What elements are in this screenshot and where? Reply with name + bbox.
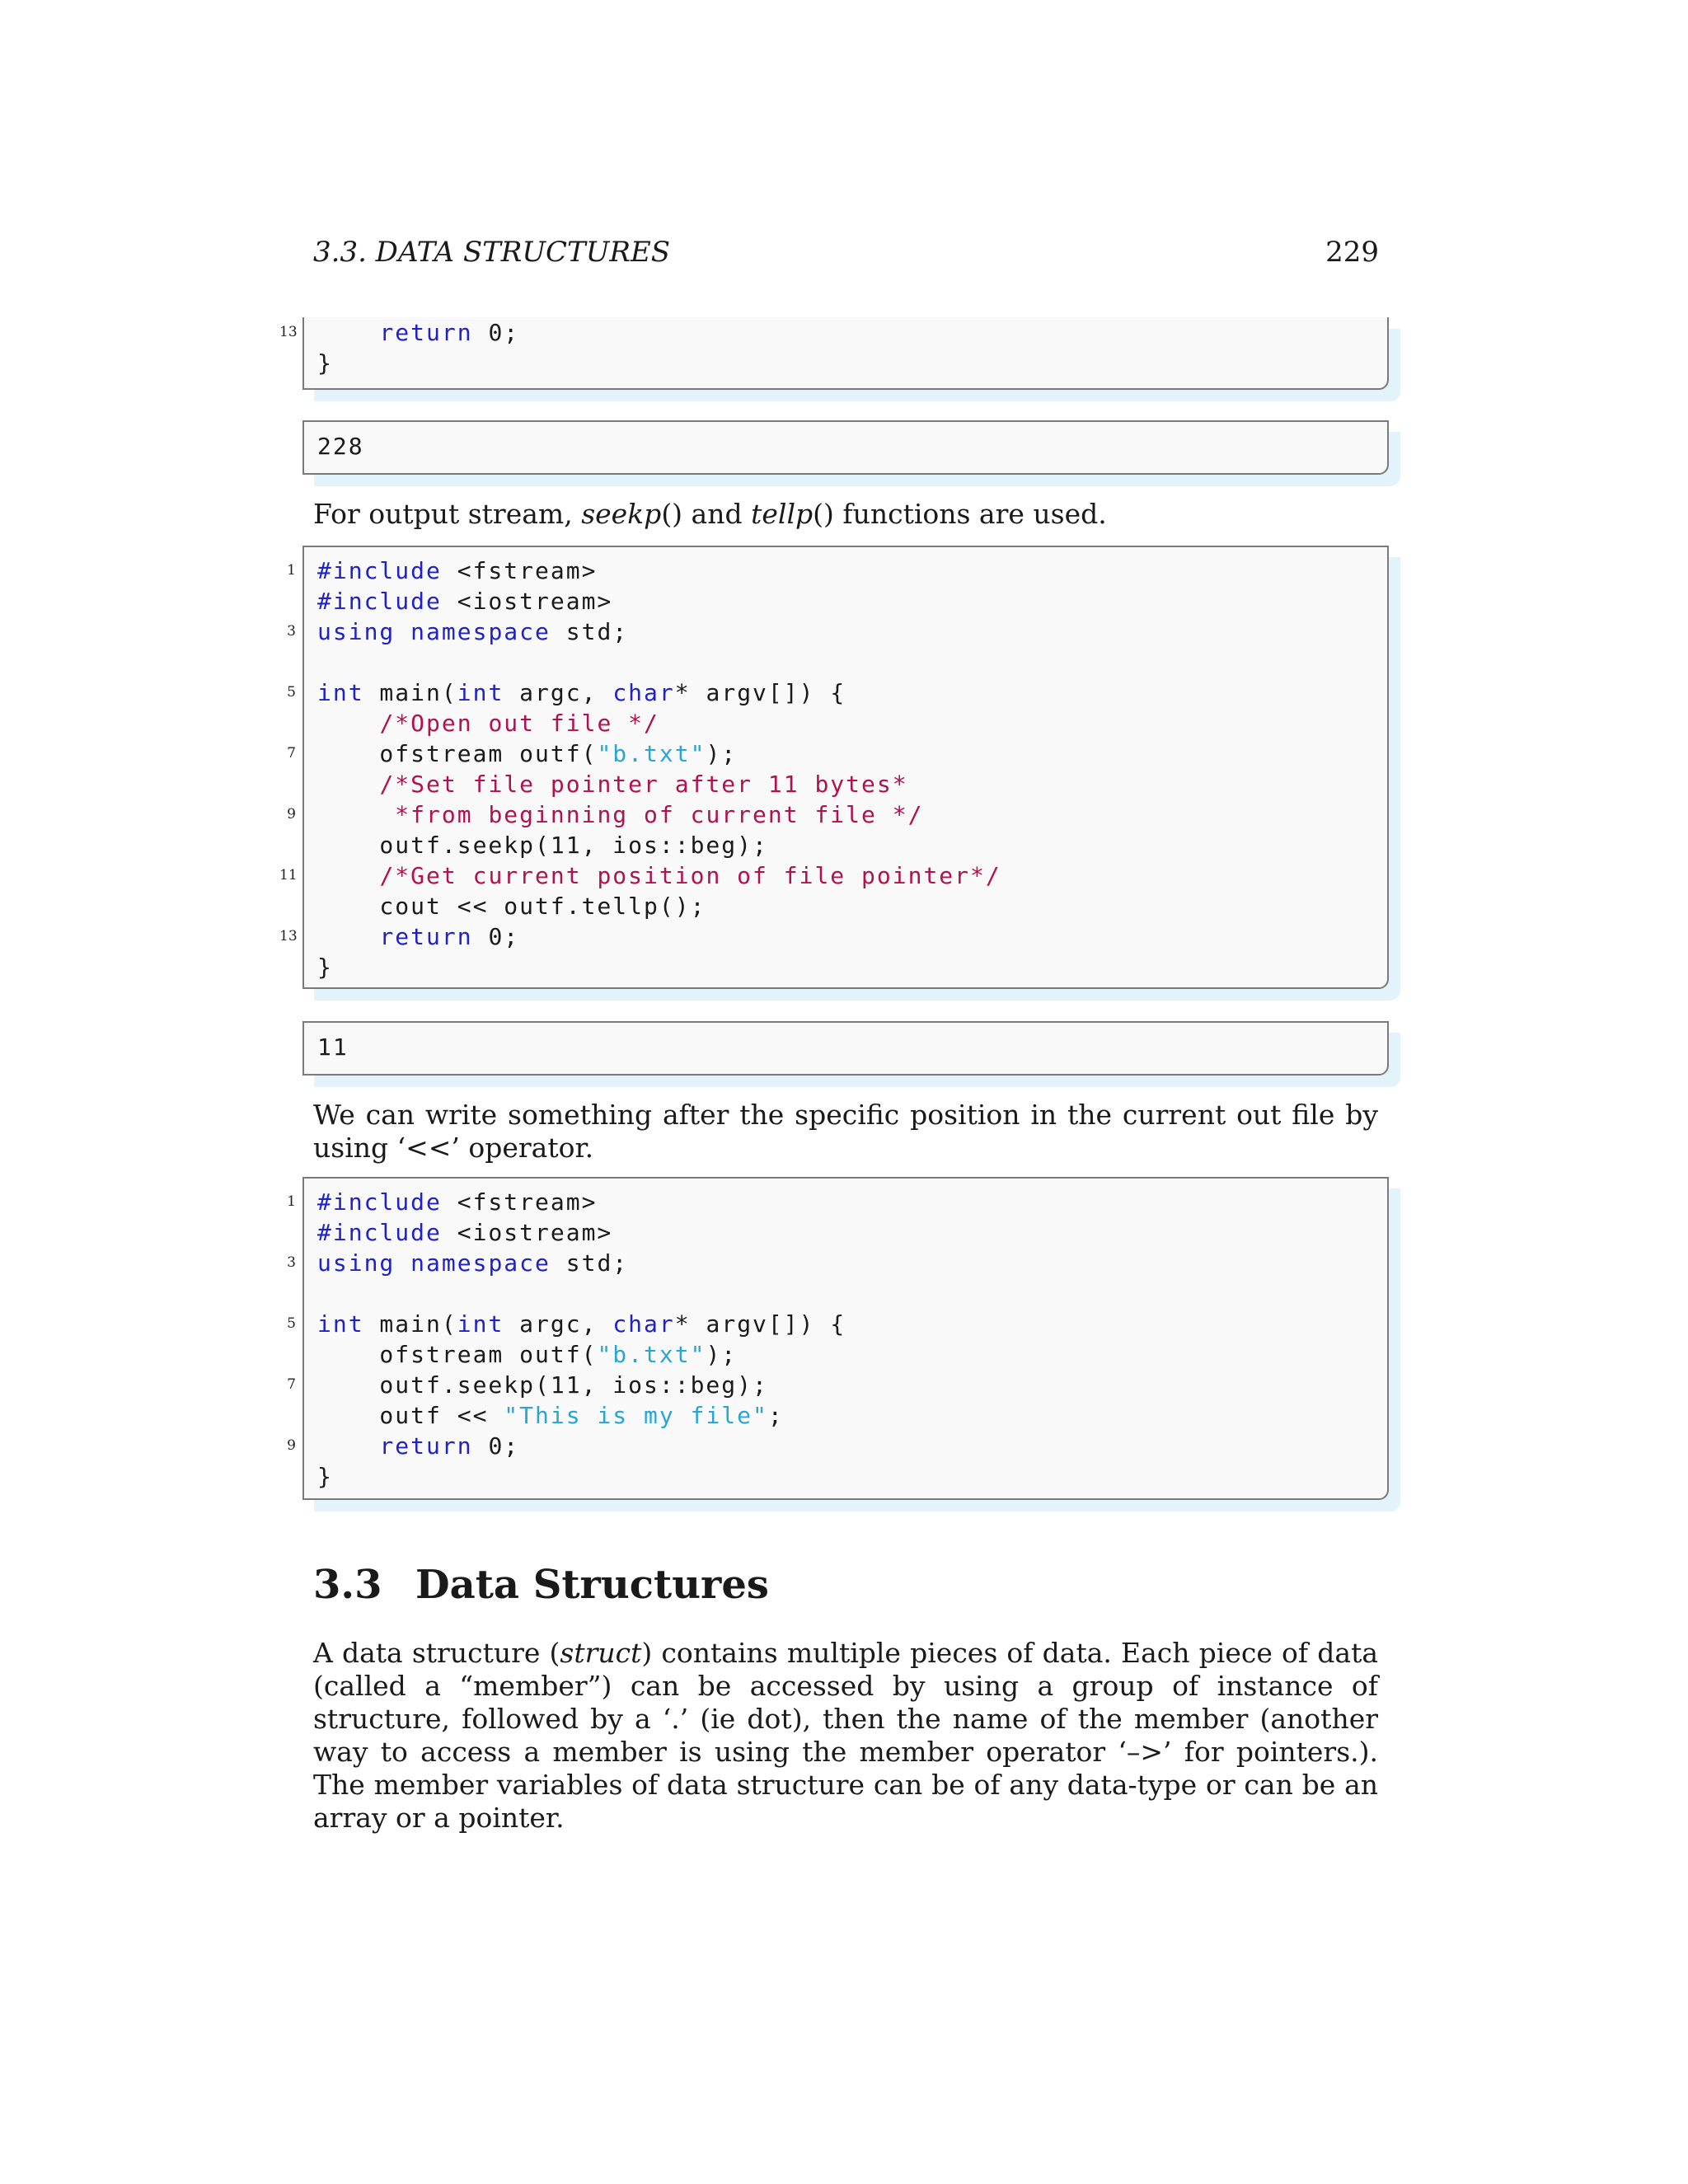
code-line bbox=[287, 555, 1387, 586]
code-text bbox=[317, 1432, 379, 1460]
code-line bbox=[304, 1278, 1387, 1309]
code-line bbox=[287, 1431, 1387, 1461]
code-comment: /*Get current position of file pointer*/ bbox=[379, 862, 1001, 889]
code-listing bbox=[287, 1179, 1387, 1492]
code-keyword: int bbox=[457, 679, 504, 706]
section-heading bbox=[313, 1562, 769, 1608]
code-text: cout << outf.tellp(); bbox=[317, 893, 706, 920]
code-line bbox=[287, 677, 1387, 708]
code-line bbox=[304, 830, 1387, 860]
code-line bbox=[304, 1400, 1387, 1431]
code-text: ; bbox=[767, 1402, 784, 1429]
code-line bbox=[304, 1217, 1387, 1248]
line-number: 7 bbox=[287, 1376, 296, 1393]
code-text: } bbox=[317, 1463, 333, 1490]
code-comment: /*Set file pointer after 11 bytes* bbox=[379, 771, 908, 798]
code-text bbox=[395, 1249, 410, 1277]
code-keyword: int bbox=[457, 1310, 504, 1338]
code-line bbox=[287, 1370, 1387, 1400]
code-listing bbox=[279, 317, 1387, 378]
code-string: "b.txt" bbox=[597, 1341, 706, 1368]
code-comment: /*Open out file */ bbox=[379, 710, 659, 737]
code-text: 0; bbox=[472, 923, 520, 950]
section-number: 3.3 bbox=[313, 1562, 382, 1608]
code-text: std; bbox=[550, 1249, 629, 1277]
line-number: 9 bbox=[287, 1437, 296, 1454]
output-box-1 bbox=[302, 420, 1389, 475]
code-line bbox=[304, 769, 1387, 799]
code-text: main( bbox=[363, 679, 457, 706]
code-keyword: #include bbox=[317, 588, 442, 615]
line-number: 7 bbox=[287, 745, 296, 762]
code-line bbox=[304, 1461, 1387, 1492]
code-line bbox=[287, 799, 1387, 830]
code-line bbox=[287, 1187, 1387, 1217]
code-line bbox=[304, 952, 1387, 982]
code-text: std; bbox=[550, 618, 629, 645]
code-keyword: namespace bbox=[410, 1249, 551, 1277]
code-text: argc, bbox=[504, 1310, 613, 1338]
code-keyword: char bbox=[612, 679, 675, 706]
code-comment: *from beginning of current file */ bbox=[395, 801, 924, 828]
code-text: * argv[]) { bbox=[674, 679, 846, 706]
code-text bbox=[317, 771, 379, 798]
code-string: "This is my file" bbox=[504, 1402, 768, 1429]
code-text bbox=[395, 618, 410, 645]
code-text: } bbox=[317, 954, 333, 981]
text: For output stream, bbox=[313, 498, 582, 530]
code-text: ); bbox=[706, 1341, 738, 1368]
line-number: 3 bbox=[287, 623, 296, 640]
code-keyword: #include bbox=[317, 1219, 442, 1246]
code-keyword: int bbox=[317, 1310, 364, 1338]
code-line bbox=[304, 1339, 1387, 1370]
code-keyword: #include bbox=[317, 1188, 442, 1216]
code-keyword: return bbox=[379, 1432, 473, 1460]
code-line bbox=[304, 586, 1387, 616]
text: () and bbox=[661, 498, 752, 530]
code-line bbox=[287, 616, 1387, 647]
code-keyword: using bbox=[317, 618, 396, 645]
output-text: 228 bbox=[317, 433, 364, 460]
page-number: 229 bbox=[1325, 236, 1379, 269]
code-text bbox=[317, 801, 395, 828]
code-keyword: int bbox=[317, 679, 364, 706]
code-text: <fstream> bbox=[441, 1188, 598, 1216]
line-number: 5 bbox=[287, 684, 296, 701]
code-text: ); bbox=[706, 740, 738, 767]
text: () functions are used. bbox=[813, 498, 1107, 530]
line-number: 13 bbox=[279, 928, 298, 944]
code-block-write bbox=[287, 1177, 1389, 1500]
code-line bbox=[304, 708, 1387, 738]
code-text: outf.seekp(11, ios::beg); bbox=[317, 832, 768, 859]
code-text: 0; bbox=[472, 319, 520, 346]
code-keyword: namespace bbox=[410, 618, 551, 645]
code-line bbox=[279, 860, 1387, 891]
code-text: main( bbox=[363, 1310, 457, 1338]
paragraph-write-position: We can write something after the specific position in the current out file by using ‘<<’ operator. bbox=[313, 1099, 1378, 1164]
code-line bbox=[287, 738, 1387, 769]
code-text bbox=[317, 710, 379, 737]
output-box-2 bbox=[302, 1021, 1389, 1076]
running-header-section: 3.3. DATA STRUCTURES bbox=[313, 236, 671, 269]
func-tellp: tellp bbox=[751, 498, 814, 530]
code-text bbox=[317, 923, 379, 950]
code-string: "b.txt" bbox=[597, 740, 706, 767]
line-number: 13 bbox=[279, 324, 298, 340]
code-text: outf << bbox=[317, 1402, 504, 1429]
code-keyword: return bbox=[379, 923, 473, 950]
text: ) contains multiple pieces of data. Each piece of data (called a “member”) can be accessed by using a group of instance of structure, followed by a ‘.’ (ie dot), then the name of the member (another way to access a member is using the member operator ‘–>’ for pointers.). The member variables of data structure can be of any data-type or can be an array or a pointer. bbox=[313, 1637, 1379, 1834]
term-struct: struct bbox=[560, 1637, 642, 1669]
paragraph-output-stream bbox=[313, 498, 1378, 531]
code-text: <fstream> bbox=[441, 557, 598, 584]
code-line bbox=[304, 891, 1387, 921]
code-line bbox=[304, 348, 1387, 378]
code-line bbox=[287, 1309, 1387, 1339]
code-text: <iostream> bbox=[441, 1219, 613, 1246]
line-number: 11 bbox=[279, 867, 298, 883]
code-text: 0; bbox=[472, 1432, 520, 1460]
code-line bbox=[304, 647, 1387, 677]
code-text: outf.seekp(11, ios::beg); bbox=[317, 1371, 768, 1399]
code-text: ofstream outf( bbox=[317, 1341, 598, 1368]
code-block-seekp-tellp bbox=[279, 546, 1389, 989]
code-keyword: return bbox=[379, 319, 473, 346]
section-title: Data Structures bbox=[415, 1562, 769, 1608]
code-listing bbox=[279, 547, 1387, 982]
code-keyword: char bbox=[612, 1310, 675, 1338]
code-keyword: #include bbox=[317, 557, 442, 584]
code-text: argc, bbox=[504, 679, 613, 706]
code-line bbox=[279, 317, 1387, 348]
line-number: 5 bbox=[287, 1315, 296, 1332]
code-text: <iostream> bbox=[441, 588, 613, 615]
line-number: 1 bbox=[287, 562, 296, 579]
code-text: * argv[]) { bbox=[674, 1310, 846, 1338]
code-keyword: using bbox=[317, 1249, 396, 1277]
code-block-continued bbox=[279, 317, 1389, 390]
code-text bbox=[317, 319, 379, 346]
paragraph-data-structure bbox=[313, 1637, 1378, 1835]
line-number: 3 bbox=[287, 1254, 296, 1271]
code-text: } bbox=[317, 349, 333, 377]
code-line bbox=[287, 1248, 1387, 1278]
code-text bbox=[317, 862, 379, 889]
code-line bbox=[279, 921, 1387, 952]
line-number: 1 bbox=[287, 1193, 296, 1210]
code-text: ofstream outf( bbox=[317, 740, 598, 767]
text: A data structure ( bbox=[313, 1637, 560, 1669]
func-seekp: seekp bbox=[581, 498, 662, 530]
output-text: 11 bbox=[317, 1033, 349, 1061]
line-number: 9 bbox=[287, 806, 296, 823]
